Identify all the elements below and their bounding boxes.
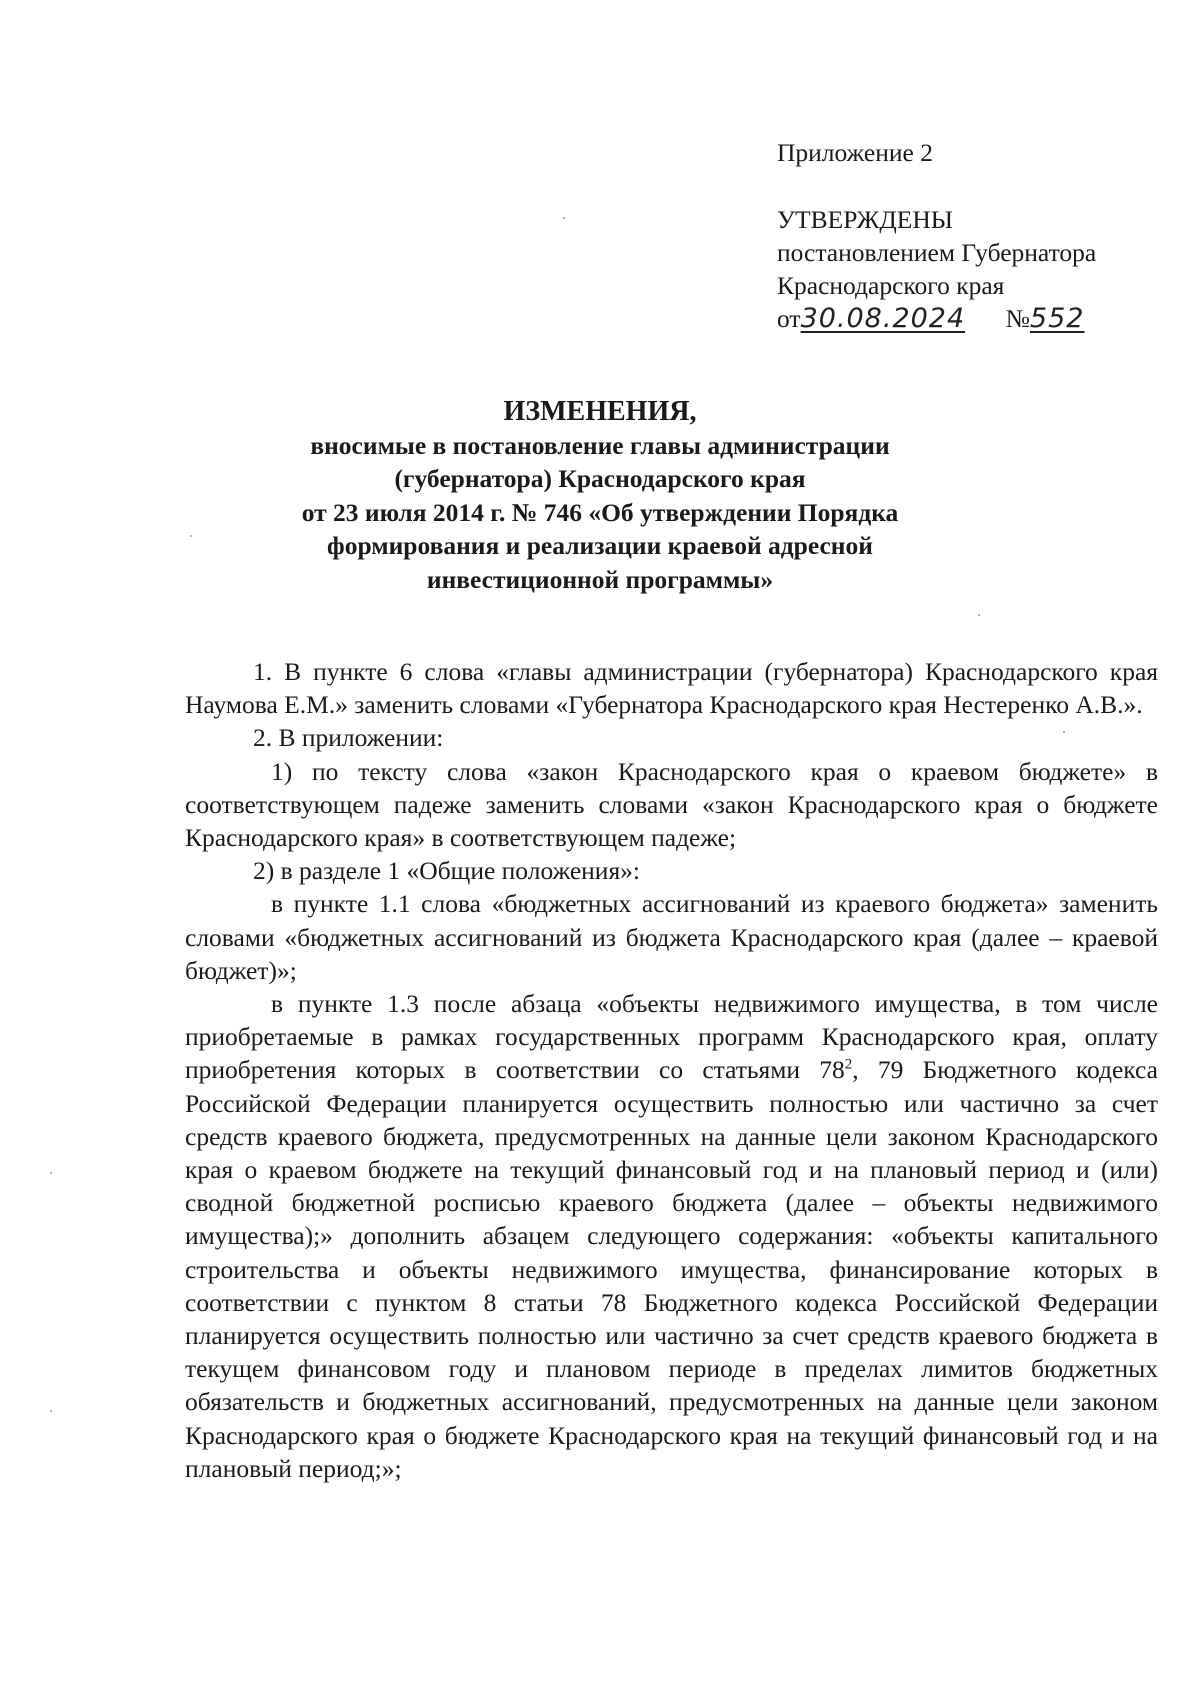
appendix-label: Приложение 2 — [777, 138, 933, 167]
scan-speck — [190, 535, 192, 537]
paragraph-5: в пункте 1.1 слова «бюджетных ассигнований из краевого бюджета» заменить словами «бюджетных ассигнований из бюджета Краснодарского края (далее – краевой бюджет)»; — [185, 889, 1158, 985]
number-prefix: № — [1005, 304, 1030, 333]
title-line-3: от 23 июля 2014 г. № 746 «Об утверждении Порядка — [301, 497, 899, 527]
date-number-line — [777, 302, 1096, 335]
title-main: ИЗМЕНЕНИЯ, — [503, 396, 697, 427]
handwritten-number: 552 — [1029, 303, 1085, 334]
paragraph-6-part-1: в пункте 1.3 после абзаца «объекты недвижимого имущества, в том числе приобретаемые в рамках государственных программ Краснодарского края, оплату приобретения которых в соответствии со статьями 78 — [185, 989, 1158, 1085]
title-line-5: инвестиционной программы» — [426, 564, 774, 594]
title-line-1: вносимые в постановление главы администрации — [310, 430, 890, 460]
paragraph-6 — [185, 987, 1158, 1485]
approval-block — [777, 136, 1096, 335]
scan-speck — [50, 1410, 52, 1412]
paragraph-6-part-2: , 79 Бюджетного кодекса Российской Федерации планируется осуществить полностью или частично за счет средств краевого бюджета, предусмотренных на данные цели законом Краснодарского края о краевом бюджете на текущий финансовый год и на плановый период и (или) сводной бюджетной росписью краевого бюджета (далее – объекты недвижимого имущества);» дополнить абзацем следующего содержания: «объекты капитального строительства и объекты недвижимого имущества, финансирование которых в соответствии с пунктом 8 статьи 78 Бюджетного кодекса Российской Федерации планируется осуществить полностью или частично за счет средств краевого бюджета в текущем финансовом году и плановом периоде в пределах лимитов бюджетных обязательств и бюджетных ассигнований, предусмотренных на данные цели законом Краснодарского края о бюджете Краснодарского края на текущий финансовый год и на плановый период;»; — [185, 1055, 1158, 1483]
scan-speck — [50, 1172, 52, 1174]
document-body — [185, 655, 1158, 1485]
paragraph-4: 2) в разделе 1 «Общие положения»: — [253, 856, 641, 886]
paragraph-2: 2. В приложении: — [253, 723, 444, 753]
paragraph-1: 1. В пункте 6 слова «главы администрации (губернатора) Краснодарского края Наумова Е.М.» заменить словами «Губернатора Краснодарского края Нестеренко А.В.». — [185, 657, 1158, 720]
document-title — [150, 395, 1050, 596]
superscript: 2 — [844, 1056, 853, 1073]
title-line-2: (губернатора) Краснодарского края — [394, 464, 806, 493]
handwritten-date: 30.08.2024 — [800, 303, 966, 334]
scan-speck — [1063, 731, 1065, 733]
scan-speck — [978, 614, 980, 616]
title-line-4: формирования и реализации краевой адресной — [327, 531, 873, 560]
approved-by-line2: Краснодарского края — [777, 271, 1005, 300]
date-prefix: от — [777, 304, 801, 333]
approved-by-line1: постановлением Губернатора — [777, 238, 1097, 267]
paragraph-3: 1) по тексту слова «закон Краснодарского края о краевом бюджете» в соответствующем падеже заменить словами «закон Краснодарского края о бюджете Краснодарского края» в соответствующем падеже; — [185, 756, 1158, 853]
scan-speck — [563, 217, 565, 219]
approved-label: УТВЕРЖДЕНЫ — [777, 205, 953, 234]
